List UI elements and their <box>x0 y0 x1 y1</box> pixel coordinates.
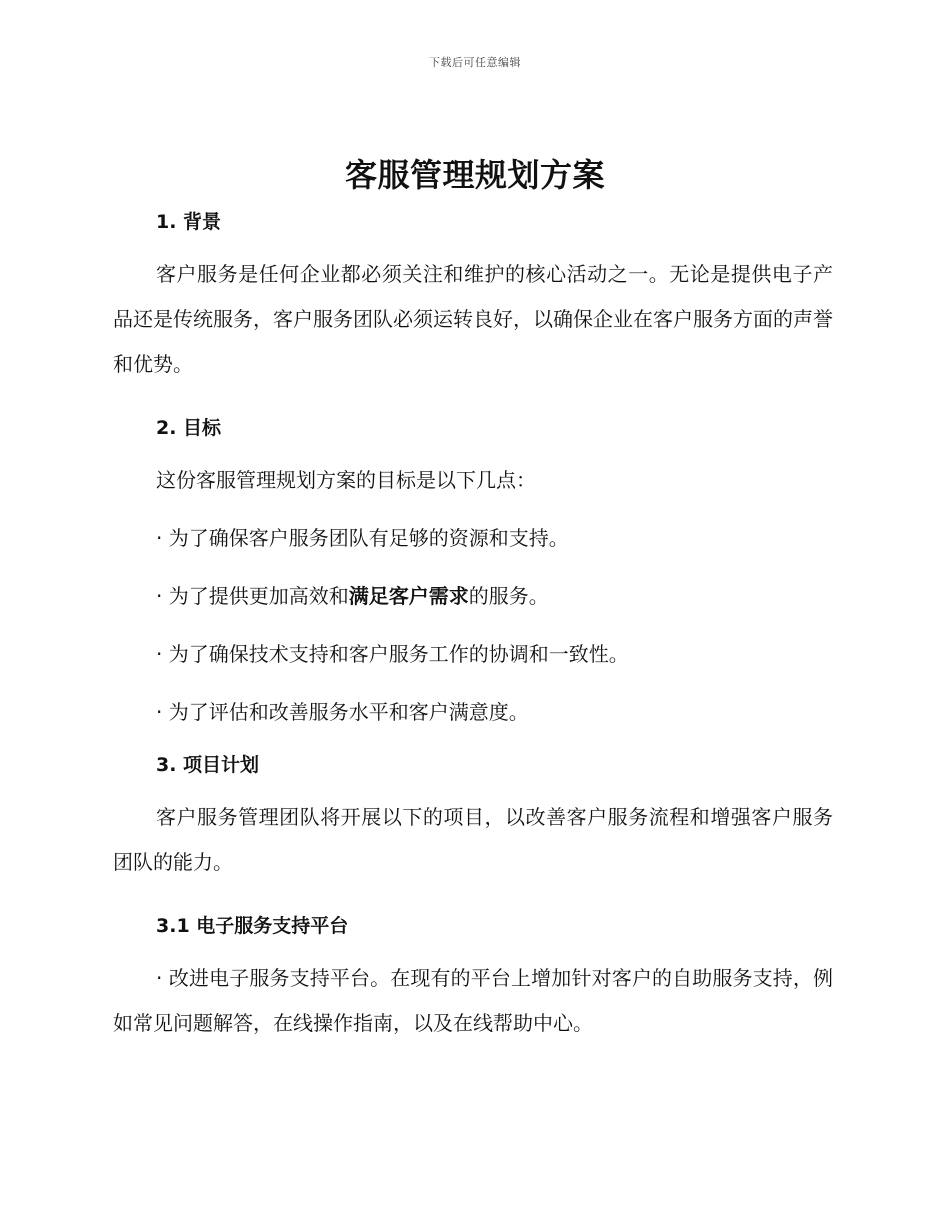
goal-item: · 为了确保客户服务团队有足够的资源和支持。 <box>156 526 569 550</box>
section-heading-background: 1. 背景 <box>156 211 222 233</box>
goals-intro: 这份客服管理规划方案的目标是以下几点： <box>156 468 536 492</box>
background-paragraph: 客户服务是任何企业都必须关注和维护的核心活动之一。无论是提供电子产品还是传统服务，客户服务团队必须运转良好，以确保企业在客户服务方面的声誉和优势。 <box>113 262 833 376</box>
section-heading-plan: 3. 项目计划 <box>156 754 260 776</box>
goal-item-text: · 为了提供更加高效和 <box>156 584 349 608</box>
goal-item: · 为了确保技术支持和客户服务工作的协调和一致性。 <box>156 642 629 666</box>
document-body <box>113 205 833 1046</box>
platform-paragraph: · 改进电子服务支持平台。在现有的平台上增加针对客户的自助服务支持，例如常见问题解答，在线操作指南，以及在线帮助中心。 <box>113 966 833 1035</box>
header-note: 下载后可任意编辑 <box>429 56 521 69</box>
goal-item-bold-text: 满足客户需求 <box>348 584 469 608</box>
section-heading-goals: 2. 目标 <box>156 417 222 439</box>
plan-paragraph: 客户服务管理团队将开展以下的项目，以改善客户服务流程和增强客户服务团队的能力。 <box>113 805 833 874</box>
goal-item-text: 的服务。 <box>468 584 549 608</box>
goal-item: · 为了评估和改善服务水平和客户满意度。 <box>156 700 529 724</box>
section-heading-platform: 3.1 电子服务支持平台 <box>156 915 349 937</box>
goal-item <box>113 574 833 619</box>
document-title: 客服管理规划方案 <box>344 156 605 194</box>
